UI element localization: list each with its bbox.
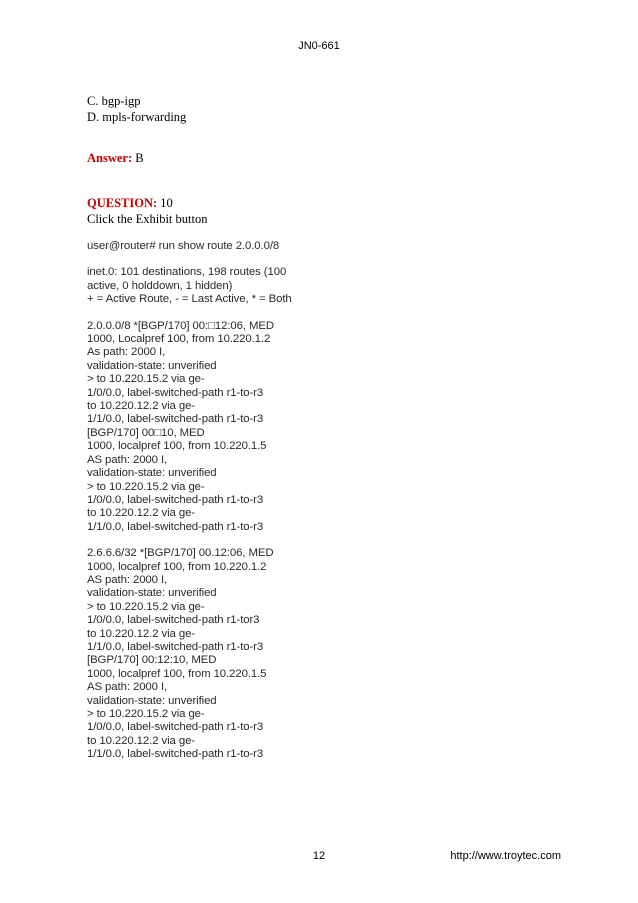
exhibit-block [87,266,387,306]
question-label: QUESTION: [87,196,158,210]
exhibit-line: [BGP/170] 00□10, MED [87,426,205,439]
page-number: 12 [312,850,326,862]
exhibit-line: 1000, localpref 100, from 10.220.1.2 [87,560,267,573]
answer-value: B [132,151,144,165]
exhibit-line: > to 10.220.15.2 via ge- [87,708,205,720]
exhibit-line: + = Active Route, - = Last Active, * = Both [87,293,292,306]
exhibit-line: user@router# run show route 2.0.0.0/8 [87,240,280,252]
question-text: Click the Exhibit button [87,212,208,226]
exhibit-line: 1/1/0.0, label-switched-path r1-to-r3 [87,520,264,533]
exhibit-line: 1/0/0.0, label-switched-path r1-to-r3 [87,386,264,399]
footer-url: http://www.troytec.com [450,850,561,862]
exhibit-line: 2.6.6.6/32 *[BGP/170] 00.12:06, MED [87,547,274,560]
exhibit-line: 1/0/0.0, label-switched-path r1-tor3 [87,614,260,627]
question-heading [87,195,207,211]
answer-line [87,150,144,166]
exhibit-line: 1000, Localpref 100, from 10.220.1.2 [87,333,271,346]
option-c: C. bgp-igp [87,94,141,108]
exhibit-line: [BGP/170] 00:12:10, MED [87,654,217,667]
exhibit-line: AS path: 2000 I, [87,681,168,694]
exhibit-line: validation-state: unverified [87,587,217,600]
exhibit-line: 1/1/0.0, label-switched-path r1-to-r3 [87,413,264,426]
exhibit-terminal-output [87,240,387,775]
exhibit-block [87,240,387,253]
exhibit-line: inet.0: 101 destinations, 198 routes (100 [87,266,287,279]
exhibit-line: 1/1/0.0, label-switched-path r1-to-r3 [87,748,264,761]
exhibit-line: > to 10.220.15.2 via ge- [87,480,205,493]
exhibit-line: validation-state: unverified [87,359,217,372]
exhibit-line: active, 0 holddown, 1 hidden) [87,279,233,292]
exhibit-line: AS path: 2000 I, [87,453,168,466]
exhibit-line: to 10.220.12.2 via ge- [87,734,195,747]
exhibit-line: 2.0.0.0/8 *[BGP/170] 00:□12:06, MED [87,319,275,332]
page-header: JN0-661 [298,40,340,52]
exhibit-line: 1000, localpref 100, from 10.220.1.5 [87,440,267,453]
exhibit-line: to 10.220.12.2 via ge- [87,627,195,640]
answer-label: Answer: [87,151,133,165]
exhibit-line: 1/1/0.0, label-switched-path r1-to-r3 [87,640,264,653]
exhibit-line: to 10.220.12.2 via ge- [87,400,195,413]
exhibit-block [87,547,387,762]
option-d: D. mpls-forwarding [87,110,187,124]
exhibit-line: As path: 2000 I, [87,346,166,359]
exhibit-line: 1/0/0.0, label-switched-path r1-to-r3 [87,493,264,506]
exhibit-block [87,320,387,535]
exhibit-line: to 10.220.12.2 via ge- [87,507,195,520]
exhibit-line: AS path: 2000 I, [87,573,168,586]
exhibit-line: > to 10.220.15.2 via ge- [87,373,205,386]
question-number: 10 [157,196,173,210]
exhibit-line: validation-state: unverified [87,694,217,707]
exhibit-line: 1/0/0.0, label-switched-path r1-to-r3 [87,721,264,734]
question-block [87,195,207,227]
answer-options [87,93,186,125]
exhibit-line: 1000, localpref 100, from 10.220.1.5 [87,667,267,680]
exhibit-line: validation-state: unverified [87,467,217,480]
exhibit-line: > to 10.220.15.2 via ge- [87,600,205,613]
